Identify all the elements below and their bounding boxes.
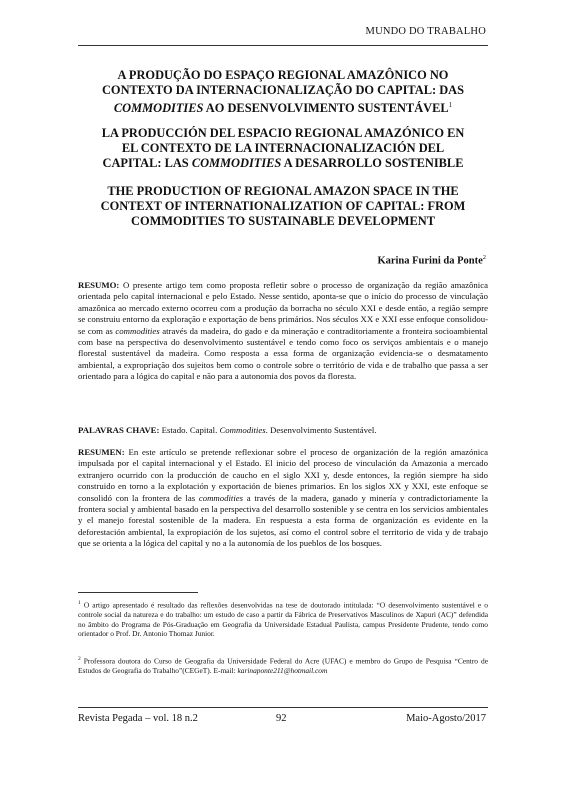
title-en [78,184,488,229]
title-es-commodities: COMMODITIES [191,156,282,170]
author-byline [377,254,486,267]
abstract-pt-italic: commodities [115,325,160,336]
title-en-line2: CONTEXT OF INTERNATIONALIZATION OF CAPITAL: FROM [100,199,466,213]
abstract-pt-text-b: através da madeira, do gado e da mineração e contraditoriamente a fronteira socioambiental com base na perspectiva do desenvolvimento sustentável e tendo como foco os serviços ambientais e o manejo florestal sustentável da madeira. Como resposta a essa forma de organização evidencia-se o desmatamento ambiental, a expropriação dos sujeitos bem como o controle sobre o território de vida e de trabalho que passa a ser orientado para a lógica do capital e não para a autonomia dos povos da floresta. [78,325,488,382]
footnote-2 [78,655,488,676]
author-name: Karina Furini da Ponte [377,255,483,267]
abstract-es-label: RESUMEN: [78,447,125,457]
header-rule [78,45,488,46]
title-es-line1: LA PRODUCCIÓN DEL ESPACIO REGIONAL AMAZÓNICO EN [101,126,465,140]
abstract-es-text-b: a través de la madera, ganado y minería y contradictoriamente la frontera social y ambiental basado en la perspectiva del desarrollo sostenible y se centra en los servicios ambientales y el manejo forestal sostenible de la madera. En respuesta a esta forma de organización es evidente en la deforestación ambiental, la expropiación de los sujetos, así como el control sobre el territorio de vida y de trabajo que se orienta a la lógica del capital y no a la autonomía de los pueblos de los bosques. [78,492,488,549]
section-header: MUNDO DO TRABALHO [365,26,486,37]
footer-page-number: 92 [276,713,287,724]
footnote-1-mark: 1 [78,600,81,606]
title-pt-line2: CONTEXTO DA INTERNACIONALIZAÇÃO DO CAPITAL: DAS [101,83,464,97]
footnote-rule [78,592,198,593]
footer-rule [78,707,488,708]
title-en-line3: COMMODITIES TO SUSTAINABLE DEVELOPMENT [131,214,435,228]
abstract-es-text-a: En este artículo se pretende reflexionar sobre el proceso de organización de la región amazónica impulsada por el capital internacional y el Estado. El inicio del proceso de vinculación da Amazonia a mercado extranjero ocurrido con la producción de caucho en el siglo XXI y, desde entonces, la región siempre ha sido construido en torno a la explotación y exportación de bienes primarios. En los siglos XX y XXI, este enfoque se consolidó con la frontera de las [78,447,488,503]
abstract-pt [78,280,488,383]
title-es [78,126,488,171]
footer-journal: Revista Pegada – vol. 18 n.2 [78,713,198,724]
abstract-es [78,447,488,550]
title-es-line2: EL CONTEXTO DE LA INTERNACIONALIZACIÓN DEL [121,141,445,155]
author-footnote-mark: 2 [482,254,486,261]
abstract-es-italic: commodities [198,492,244,503]
title-pt-line3 [78,98,488,116]
footnote-1 [78,599,488,639]
title-pt-commodities: COMMODITIES [113,101,204,116]
keywords-pt-text-b: . Desenvolvimento Sustentável. [265,425,377,435]
abstract-pt-text-a: O presente artigo tem como proposta refletir sobre o processo de organização da região amazônica orientada pelo capital internacional e pelo Estado. Nesse sentido, aponta-se que o início do processo de vinculação amazônica ao mercado externo ocorreu com a produção da borracha no século XXI e desde então, a região sempre se construiu entorno da exploração e exportação de bens primários. Nos séculos XX e XXI esse enfoque consolidou-se com as [78,280,488,336]
footnote-1-text: O artigo apresentado é resultado das reflexões desenvolvidas na tese de doutorado intitulada: “O desenvolvimento sustentável e o controle social da natureza e do trabalho: um estudo de caso a partir da Fábrica de Preservativos Masculinos de Xapuri (AC)” defendida no âmbito do Programa de Pós-Graduação em Geografia da Universidade Estadual Paulista, campus Presidente Prudente, tendo como orientador o Prof. Dr. Antonio Thomaz Junior. [78,600,488,639]
abstract-pt-label: RESUMO: [78,280,120,290]
footnote-2-text: Professora doutora do Curso de Geografia da Universidade Federal do Acre (UFAC) e membro do Grupo de Pesquisa “Centro de Estudos de Geografia do Trabalho”(CEGeT). E-mail: [78,656,488,676]
title-en-line1: THE PRODUCTION OF REGIONAL AMAZON SPACE IN THE [107,184,459,198]
footnote-2-mark: 2 [78,656,81,662]
title-pt-line1: A PRODUÇÃO DO ESPAÇO REGIONAL AMAZÔNICO NO [117,68,449,82]
title-footnote-mark: 1 [448,101,453,109]
title-es-line3-rest: A DESARROLLO SOSTENIBLE [281,156,464,170]
title-pt-line3-rest: AO DESENVOLVIMENTO SUSTENTÁVEL [203,101,449,116]
footer-period: Maio-Agosto/2017 [406,713,486,724]
title-es-line3 [78,156,488,171]
keywords-pt-text-a: Estado. Capital. [159,425,220,435]
keywords-pt-italic: Commodities [219,425,266,435]
keywords-pt-label: PALAVRAS CHAVE: [78,425,160,435]
title-pt [78,68,488,116]
keywords-pt [78,425,488,436]
title-es-line3-start: CAPITAL: LAS [102,156,192,170]
footnote-2-email: karinaponte211@hotmail.com [237,666,328,676]
